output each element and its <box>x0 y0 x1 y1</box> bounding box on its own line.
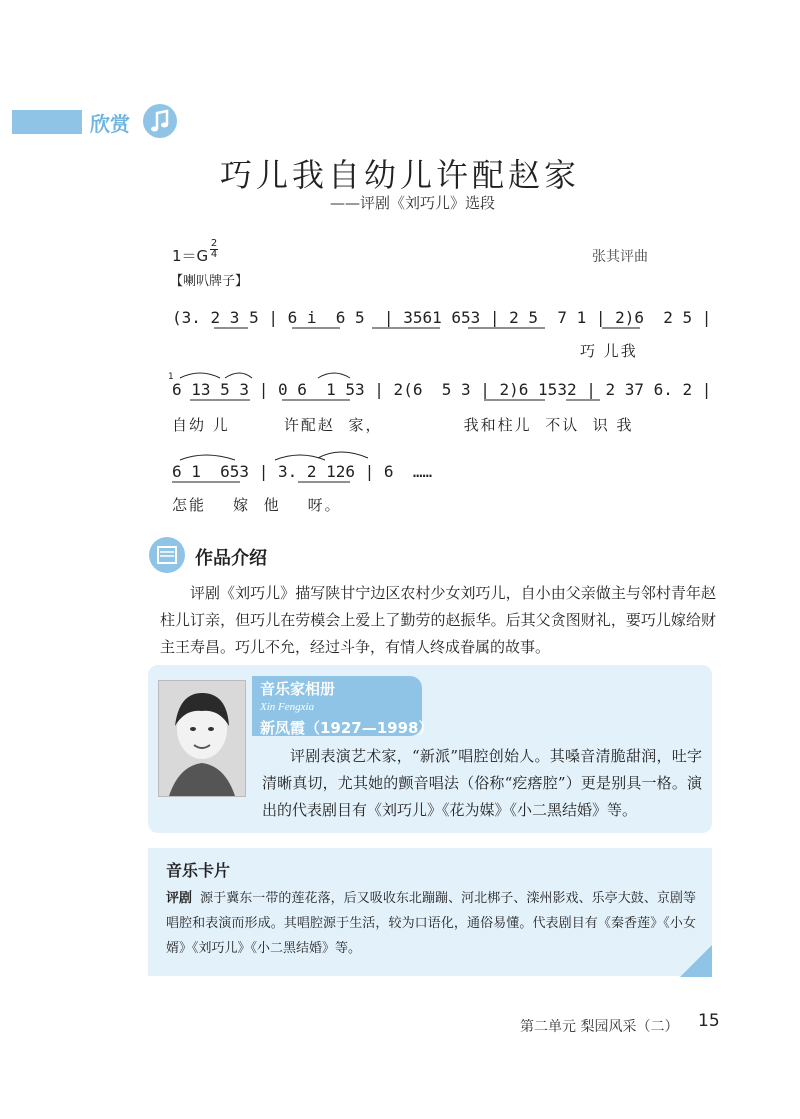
page-number: 15 <box>698 1011 720 1031</box>
tune-name: 【喇叭牌子】 <box>170 274 249 289</box>
musician-photo <box>158 680 246 797</box>
meter-top: 2 <box>210 238 218 249</box>
score-row-3-notes: 6 1 653 | 3. 2 126 | 6 …… <box>172 462 433 481</box>
music-sheet-icon <box>148 536 186 574</box>
section-label: 欣赏 <box>90 112 130 136</box>
intro-text: 评剧《刘巧儿》描写陕甘宁边区农村少女刘巧儿，自小由父亲做主与邻村青年赵柱儿订亲，但巧儿在劳模会上爱上了勤劳的赵振华。后其父贪图财礼，要巧儿嫁给财主王寿昌。巧儿不允，经过斗争，有情人终成眷属的故事。 <box>160 584 716 656</box>
musician-pinyin: Xin Fengxia <box>260 701 315 713</box>
musician-album-label: 音乐家相册 <box>260 680 336 698</box>
composer: 张其评曲 <box>592 249 648 265</box>
musician-name: 新凤霞（1927—1998） <box>260 719 434 737</box>
song-subtitle: ——评剧《刘巧儿》选段 <box>330 194 496 212</box>
score-row-2-notes: 6 13 5 3 | 0 6 1 53 | 2(6 5 3 | 2)6 1532 | 2 37 6. 2 | <box>172 380 712 399</box>
song-title: 巧儿我自幼儿许配赵家 <box>219 156 580 194</box>
footer-unit: 第二单元 梨园风采（二） <box>520 1019 679 1035</box>
score-row-3-lyrics: 怎能 嫁 他 呀。 <box>172 496 342 514</box>
music-card-title: 音乐卡片 <box>166 861 231 880</box>
musician-bio: 评剧表演艺术家，“新派”唱腔创始人。其嗓音清脆甜润，吐字清晰真切，尤其她的颤音唱法（俗称“疙瘩腔”）更是别具一格。演出的代表剧目有《刘巧儿》《花为媒》《小二黑结婚》等。 <box>262 747 702 819</box>
score-row-2-lyrics: 自幼 儿 许配赵 家， 我和柱儿 不认 识 我 <box>172 416 634 434</box>
key-signature: 1＝G <box>172 247 209 265</box>
score-row-1-lyrics: 巧 儿我 <box>580 342 638 360</box>
grace-note: 1 <box>168 372 174 382</box>
intro-heading: 作品介绍 <box>195 548 267 569</box>
music-card-text <box>166 886 696 961</box>
music-card-term: 评剧 <box>166 891 193 906</box>
score-row-1-notes: (3. 2 3 5 | 6 i 6 5 | 3561 653 | 2 5 7 1 | 2)6 2 5 | <box>172 308 712 327</box>
meter-bottom: 4 <box>210 249 218 260</box>
music-card-body: 源于冀东一带的莲花落，后又吸收东北蹦蹦、河北梆子、滦州影戏、乐亭大鼓、京剧等唱腔和表演而形成。其唱腔源于生活，较为口语化，通俗易懂。代表剧目有《秦香莲》《小女婿》《刘巧儿》《小二黑结婚》等。 <box>166 891 696 956</box>
